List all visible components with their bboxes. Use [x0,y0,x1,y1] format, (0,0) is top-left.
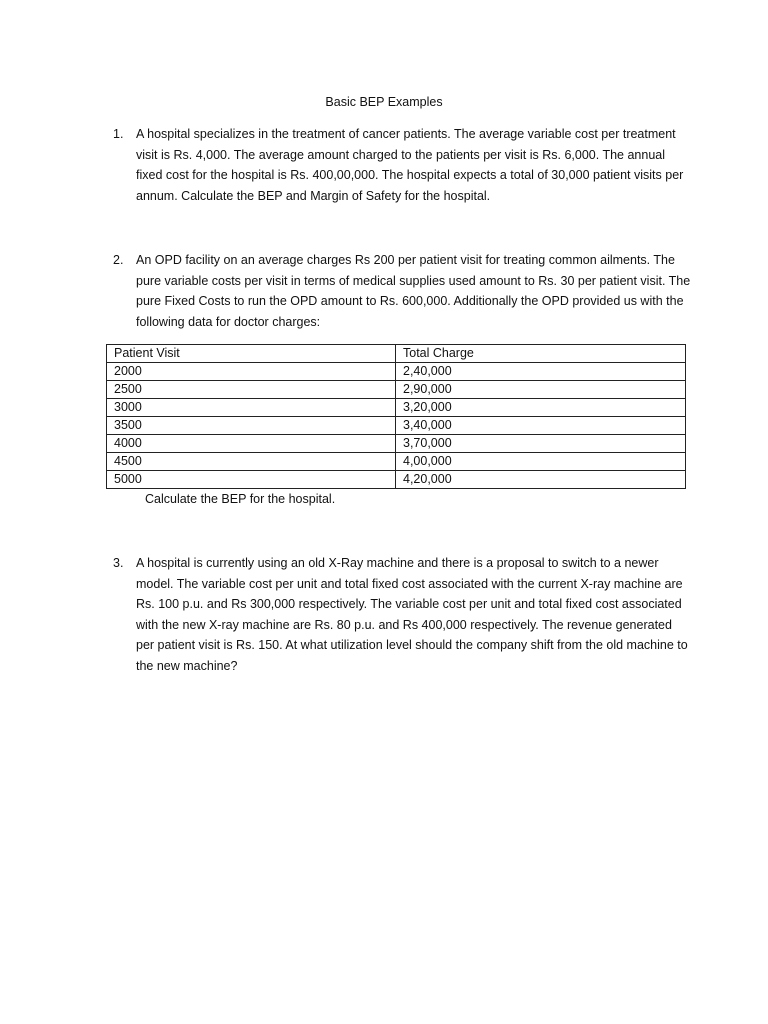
table-row [107,435,686,453]
cell-total-charge: 4,20,000 [396,471,686,489]
cell-patient-visit: 2000 [107,363,396,381]
cell-patient-visit: 4500 [107,453,396,471]
cell-total-charge: 3,70,000 [396,435,686,453]
header-total-charge: Total Charge [396,345,686,363]
table-row [107,453,686,471]
question-number: 3. [113,556,124,570]
cell-patient-visit: 4000 [107,435,396,453]
cell-patient-visit: 3500 [107,417,396,435]
cell-patient-visit: 5000 [107,471,396,489]
question-number: 1. [113,127,124,141]
cell-total-charge: 2,90,000 [396,381,686,399]
question-1 [113,124,693,206]
cell-total-charge: 4,00,000 [396,453,686,471]
question-text: An OPD facility on an average charges Rs 200 per patient visit for treating common ailments. The pure variable costs per visit in terms of medical supplies used amount to Rs. 30 per patient visit. The pure Fixed Costs to run the OPD amount to Rs. 600,000. Additionally the OPD provided us with the following data for doctor charges: [136,253,691,329]
table-row [107,381,686,399]
doctor-charges-table [106,344,686,489]
table-header-row [107,345,686,363]
table-row [107,471,686,489]
table-followup-instruction: Calculate the BEP for the hospital. [145,492,336,506]
question-3 [113,553,693,677]
cell-total-charge: 3,40,000 [396,417,686,435]
cell-patient-visit: 2500 [107,381,396,399]
question-number: 2. [113,253,124,267]
table-row [107,363,686,381]
cell-total-charge: 2,40,000 [396,363,686,381]
question-text: A hospital specializes in the treatment of cancer patients. The average variable cost per treatment visit is Rs. 4,000. The average amount charged to the patients per visit is Rs. 6,000. The annual fixed cost for the hospital is Rs. 400,00,000. The hospital expects a total of 30,000 patient visits per annum. Calculate the BEP and Margin of Safety for the hospital. [136,127,684,203]
cell-patient-visit: 3000 [107,399,396,417]
question-2 [113,250,693,332]
question-text: A hospital is currently using an old X-Ray machine and there is a proposal to switch to a newer model. The variable cost per unit and total fixed cost associated with the current X-ray machine are Rs. 100 p.u. and Rs 300,000 respectively. The variable cost per unit and total fixed cost associated with the new X-ray machine are Rs. 80 p.u. and Rs 400,000 respectively. The revenue generated per patient visit is Rs. 150. At what utilization level should the company shift from the old machine to the new machine? [136,556,688,673]
header-patient-visit: Patient Visit [107,345,396,363]
table-row [107,399,686,417]
table-row [107,417,686,435]
cell-total-charge: 3,20,000 [396,399,686,417]
document-title: Basic BEP Examples [325,95,443,109]
